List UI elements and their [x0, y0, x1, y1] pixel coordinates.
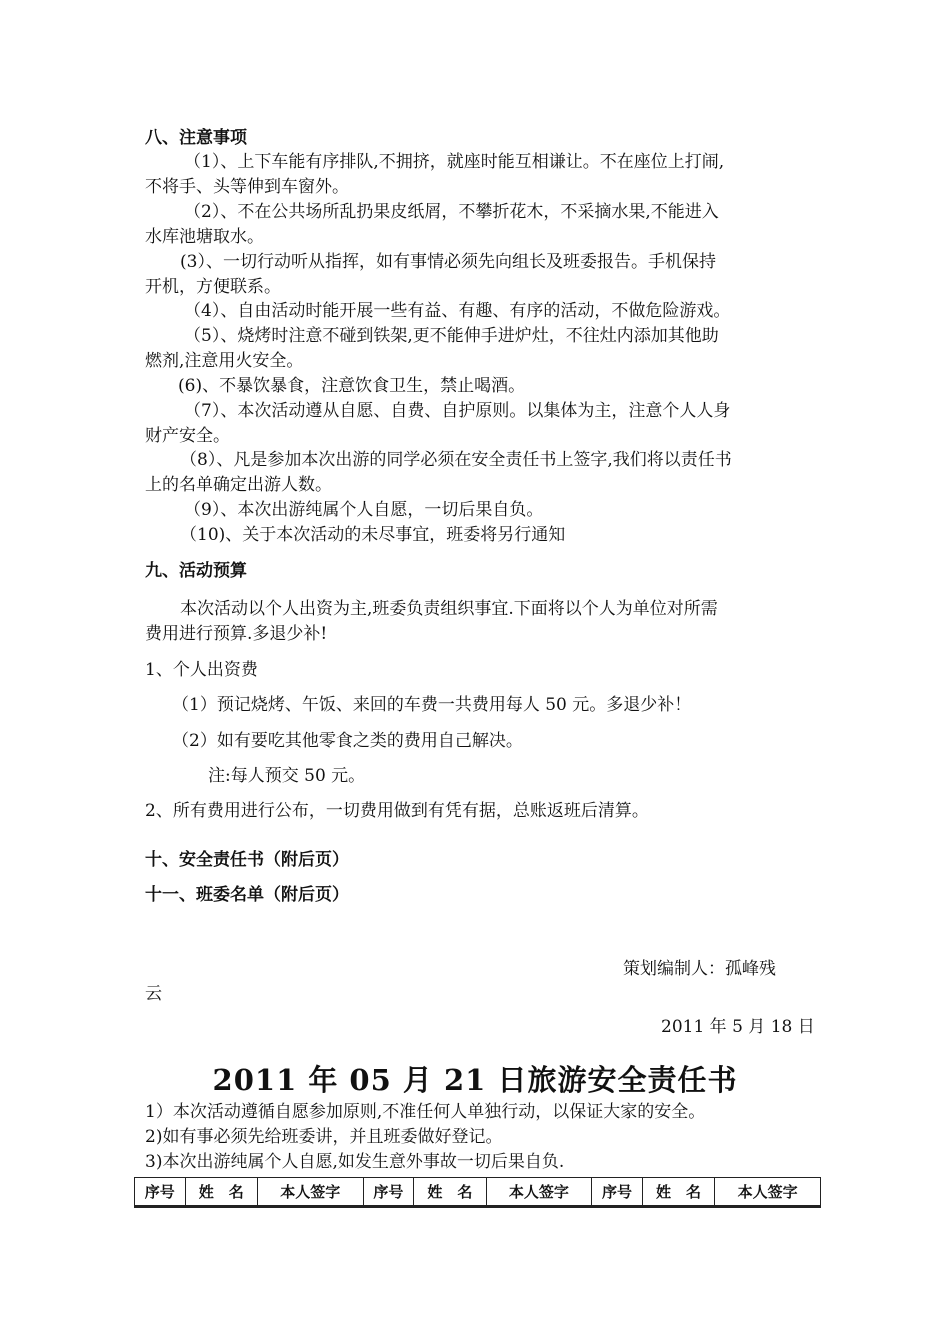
budget-paragraph: 费用进行预算.多退少补! — [145, 624, 328, 644]
col-header-index: 序号 — [592, 1178, 643, 1206]
col-header-index: 序号 — [363, 1178, 414, 1206]
signature-table — [134, 1177, 821, 1206]
notice-line: 水库池塘取水。 — [145, 227, 264, 247]
col-header-signature: 本人签字 — [715, 1178, 821, 1206]
col-header-name: 姓 名 — [414, 1178, 486, 1206]
author-wrap: 云 — [145, 984, 162, 1004]
notice-line: 燃剂,注意用火安全。 — [145, 351, 304, 371]
notice-line: 财产安全。 — [145, 426, 230, 446]
notice-line: （4）、自由活动时能开展一些有益、有趣、有序的活动，不做危险游戏。 — [184, 301, 731, 321]
table-header-row — [135, 1178, 821, 1206]
notice-line: (3）、一切行动听从指挥，如有事情必须先向组长及班委报告。手机保持 — [180, 252, 716, 272]
date-line: 2011 年 5 月 18 日 — [661, 1017, 815, 1037]
budget-note: 注:每人预交 50 元。 — [208, 766, 366, 786]
notice-line: 开机，方便联系。 — [145, 277, 281, 297]
budget-sub-2: （2）如有要吃其他零食之类的费用自己解决。 — [172, 731, 523, 751]
col-header-name: 姓 名 — [185, 1178, 257, 1206]
section-ten-heading: 十、安全责任书（附后页） — [145, 850, 349, 870]
budget-point-1: 1、个人出资费 — [145, 660, 258, 680]
notice-line: （8）、凡是参加本次出游的同学必须在安全责任书上签字,我们将以责任书 — [180, 450, 732, 470]
section-eight-heading: 八、注意事项 — [145, 128, 247, 148]
notice-line: （1）、上下车能有序排队,不拥挤，就座时能互相谦让。不在座位上打闹, — [184, 152, 725, 172]
author-line: 策划编制人：孤峰残 — [623, 959, 776, 979]
notice-line: 不将手、头等伸到车窗外。 — [145, 177, 349, 197]
notice-line: (6)、不暴饮暴食，注意饮食卫生，禁止喝酒。 — [178, 376, 526, 396]
notice-line: 上的名单确定出游人数。 — [145, 475, 332, 495]
notice-line: （2）、不在公共场所乱扔果皮纸屑，不攀折花木，不采摘水果,不能进入 — [184, 202, 719, 222]
table-bottom-rule — [134, 1206, 821, 1208]
col-header-name: 姓 名 — [642, 1178, 714, 1206]
col-header-signature: 本人签字 — [257, 1178, 363, 1206]
section-eleven-heading: 十一、班委名单（附后页） — [145, 885, 349, 905]
notice-line: （10)、关于本次活动的未尽事宜，班委将另行通知 — [180, 525, 566, 545]
budget-point-2: 2、所有费用进行公布，一切费用做到有凭有据，总账返班后清算。 — [145, 801, 649, 821]
col-header-signature: 本人签字 — [486, 1178, 592, 1206]
section-nine-heading: 九、活动预算 — [145, 561, 247, 581]
notice-line: （7）、本次活动遵从自愿、自费、自护原则。以集体为主，注意个人人身 — [184, 401, 731, 421]
responsibility-title: 2011 年 05 月 21 日旅游安全责任书 — [212, 1063, 738, 1097]
notice-line: （5）、烧烤时注意不碰到铁架,更不能伸手进炉灶，不往灶内添加其他助 — [184, 326, 719, 346]
col-header-index: 序号 — [135, 1178, 186, 1206]
budget-paragraph: 本次活动以个人出资为主,班委负责组织事宜.下面将以个人为单位对所需 — [180, 599, 718, 619]
budget-sub-1: （1）预记烧烤、午饭、来回的车费一共费用每人 50 元。多退少补！ — [172, 695, 692, 715]
rule-line: 2)如有事必须先给班委讲，并且班委做好登记。 — [145, 1127, 503, 1147]
notice-line: （9）、本次出游纯属个人自愿，一切后果自负。 — [184, 500, 544, 520]
rule-line: 1）本次活动遵循自愿参加原则,不准任何人单独行动，以保证大家的安全。 — [145, 1102, 706, 1122]
rule-line: 3)本次出游纯属个人自愿,如发生意外事故一切后果自负. — [145, 1152, 565, 1172]
